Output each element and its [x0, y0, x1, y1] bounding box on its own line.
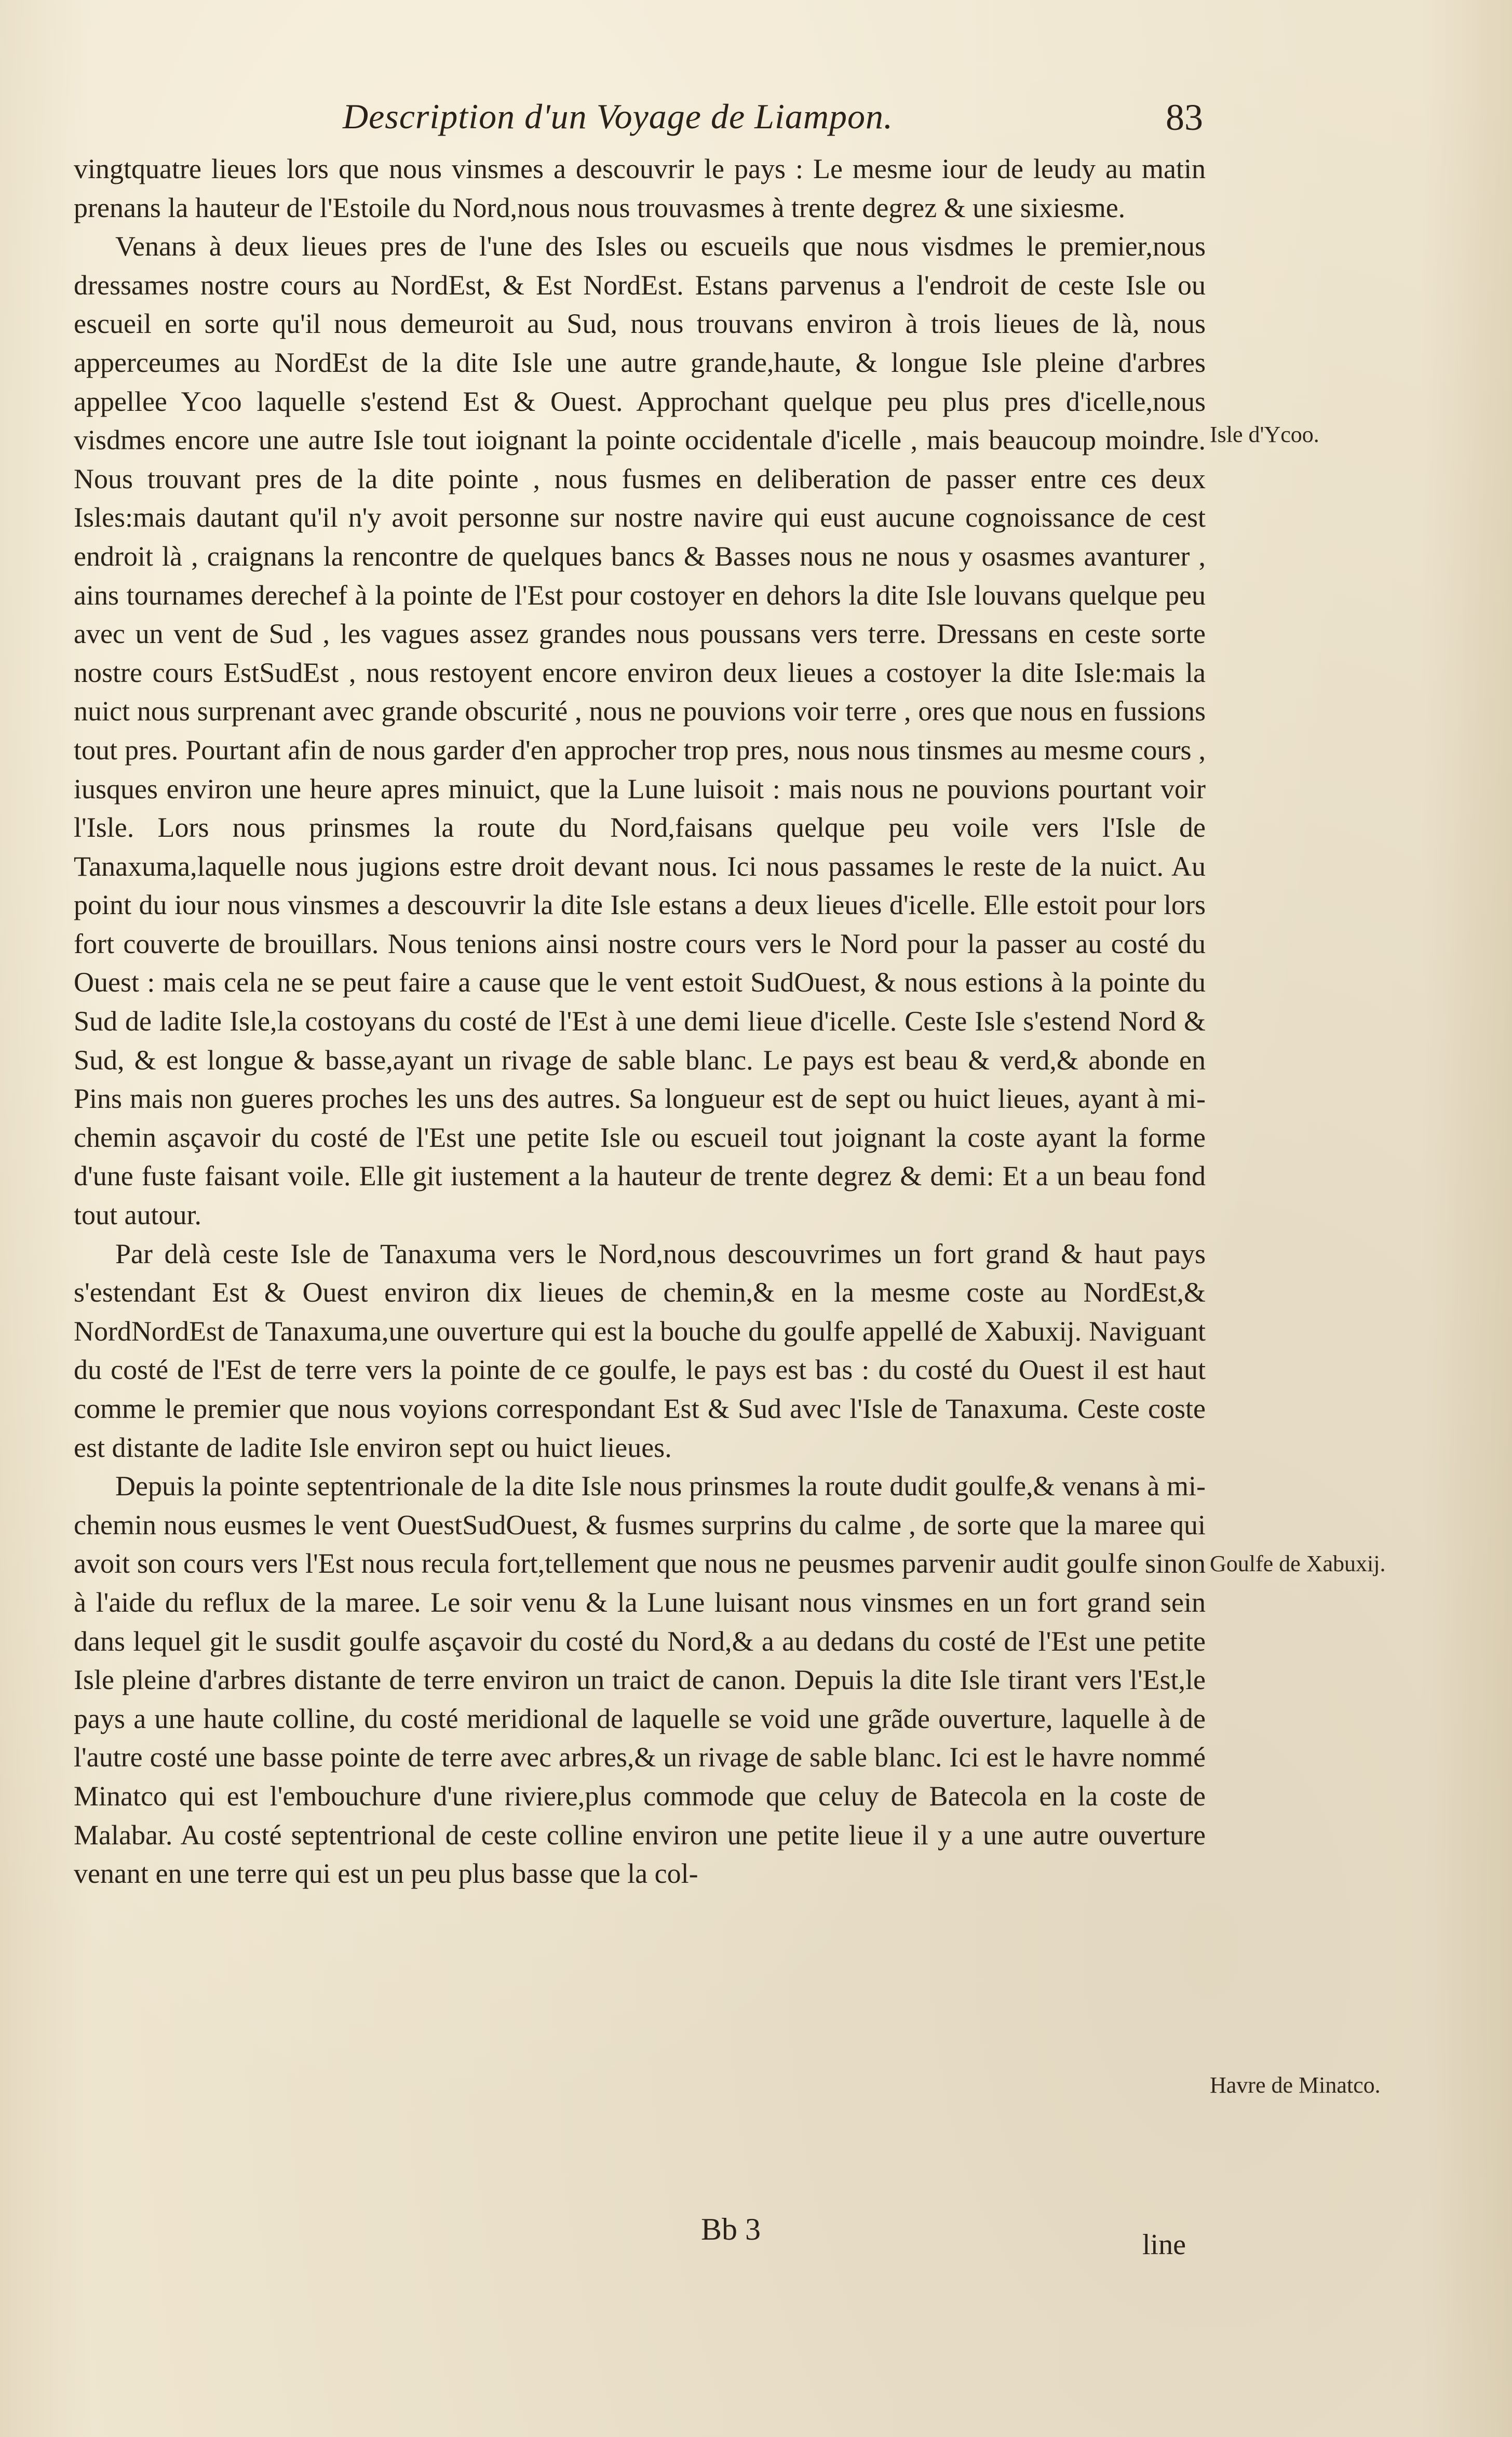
margin-note-xabuxij: Goulfe de Xabuxij.: [1210, 1551, 1386, 1576]
signature-mark: Bb 3: [701, 2212, 761, 2246]
page-header: [343, 96, 1225, 148]
margin-note-minatco: Havre de Minatco.: [1210, 2072, 1381, 2098]
paragraph: Par delà ceste Isle de Tanaxuma vers le Nord,nous descouvrimes un fort grand & haut pays s'estendant Est & Ouest environ dix lieues de chemin,& en la mesme coste au NordEst,& NordNordEst de Tanaxuma,une ouverture qui est la bouche du goulfe appellé de Xabuxij. Naviguant du costé de l'Est de terre vers la pointe de ce goulfe, le pays est bas : du costé du Ouest il est haut comme le premier que nous voyions correspondant Est & Sud avec l'Isle de Tanaxuma. Ceste coste est distante de ladite Isle environ sept ou huict lieues.: [74, 1238, 1206, 1463]
paragraph: Venans à deux lieues pres de l'une des Isles ou escueils que nous visdmes le premier,nous dressames nostre cours au NordEst, & Est NordEst. Estans parvenus a l'endroit de ceste Isle ou escueil en sorte qu'il nous demeuroit au Sud, nous trouvans environ à trois lieues de là, nous apperceumes au NordEst de la dite Isle une autre grande,haute, & longue Isle pleine d'arbres appellee Ycoo laquelle s'estend Est & Ouest. Approchant quelque peu plus pres d'icelle,nous visdmes encore une autre Isle tout ioignant la pointe occidentale d'icelle , mais beaucoup moindre. Nous trouvant pres de la dite pointe , nous fusmes en deliberation de passer entre ces deux Isles:mais dautant qu'il n'y avoit personne sur nostre navire qui eust aucune cognoissance de cest endroit là , craignans la rencontre de quelques bancs & Basses nous ne nous y osasmes avanturer , ains tournames derechef à la pointe de l'Est pour costoyer en dehors la dite Isle louvans quelque peu avec un vent de Sud , les vagues assez grandes nous poussans vers terre. Dressans en ceste sorte nostre cours EstSudEst , nous restoyent encore environ deux lieues a costoyer la dite Isle:mais la nuict nous surprenant avec grande obscurité , nous ne pouvions voir terre , ores que nous en fussions tout pres. Pourtant afin de nous garder d'en approcher trop pres, nous nous tinsmes au mesme cours , iusques environ une heure apres minuict, que la Lune luisoit : mais nous ne pouvions pourtant voir l'Isle. Lors nous prinsmes la route du Nord,faisans quelque peu voile vers l'Isle de Tanaxuma,laquelle nous jugions estre droit devant nous. Ici nous passames le reste de la nuict. Au point du iour nous vinsmes a descouvrir la dite Isle estans a deux lieues d'icelle. Elle estoit pour lors fort couverte de brouillars. Nous tenions ainsi nostre cours vers le Nord pour la passer au costé du Ouest : mais cela ne se peut faire a cause que le vent estoit SudOuest, & nous estions à la pointe du Sud de ladite Isle,la costoyans du costé de l'Est à une demi lieue d'icelle. Ceste Isle s'estend Nord & Sud, & est longue & basse,ayant un rivage de sable blanc. Le pays est beau & verd,& abonde en Pins mais non gueres proches les uns des autres. Sa longueur est de sept ou huict lieues, ayant à mi-chemin asçavoir du costé de l'Est une petite Isle ou escueil tout joignant la coste ayant la forme d'une fuste faisant voile. Elle git iustement a la hauteur de trente degrez & demi: Et a un beau fond tout autour.: [74, 231, 1206, 1231]
body-text: [74, 150, 1206, 1893]
paragraph: vingtquatre lieues lors que nous vinsmes a descouvrir le pays : Le mesme iour de leudy au matin prenans la hauteur de l'Estoile du Nord,nous nous trouvasmes à trente degrez & une sixiesme.: [74, 153, 1206, 223]
page-number: 83: [1166, 97, 1203, 138]
running-title: Description d'un Voyage de Liampon.: [343, 97, 893, 136]
paragraph: Depuis la pointe septentrionale de la dite Isle nous prinsmes la route dudit goulfe,& venans à mi-chemin nous eusmes le vent OuestSudOuest, & fusmes surprins du calme , de sorte que la maree qui avoit son cours vers l'Est nous recula fort,tellement que nous ne peusmes parvenir audit goulfe sinon à l'aide du reflux de la maree. Le soir venu & la Lune luisant nous vinsmes en un fort grand sein dans lequel git le susdit goulfe asçavoir du costé du Nord,& a au dedans du costé de l'Est une petite Isle pleine d'arbres distante de terre environ un traict de canon. Depuis la dite Isle tirant vers l'Est,le pays a une haute colline, du costé meridional de laquelle se void une grãde ouverture, laquelle à de l'autre costé une basse pointe de terre avec arbres,& un rivage de sable blanc. Ici est le havre nommé Minatco qui est l'embouchure d'une riviere,plus commode que celuy de Batecola en la coste de Malabar. Au costé septentrional de ceste colline environ une petite lieue il y a une autre ouverture venant en une terre qui est un peu plus basse que la col-: [74, 1470, 1206, 1890]
catchword: line: [1142, 2229, 1186, 2261]
margin-note-ycoo: Isle d'Ycoo.: [1210, 422, 1319, 447]
